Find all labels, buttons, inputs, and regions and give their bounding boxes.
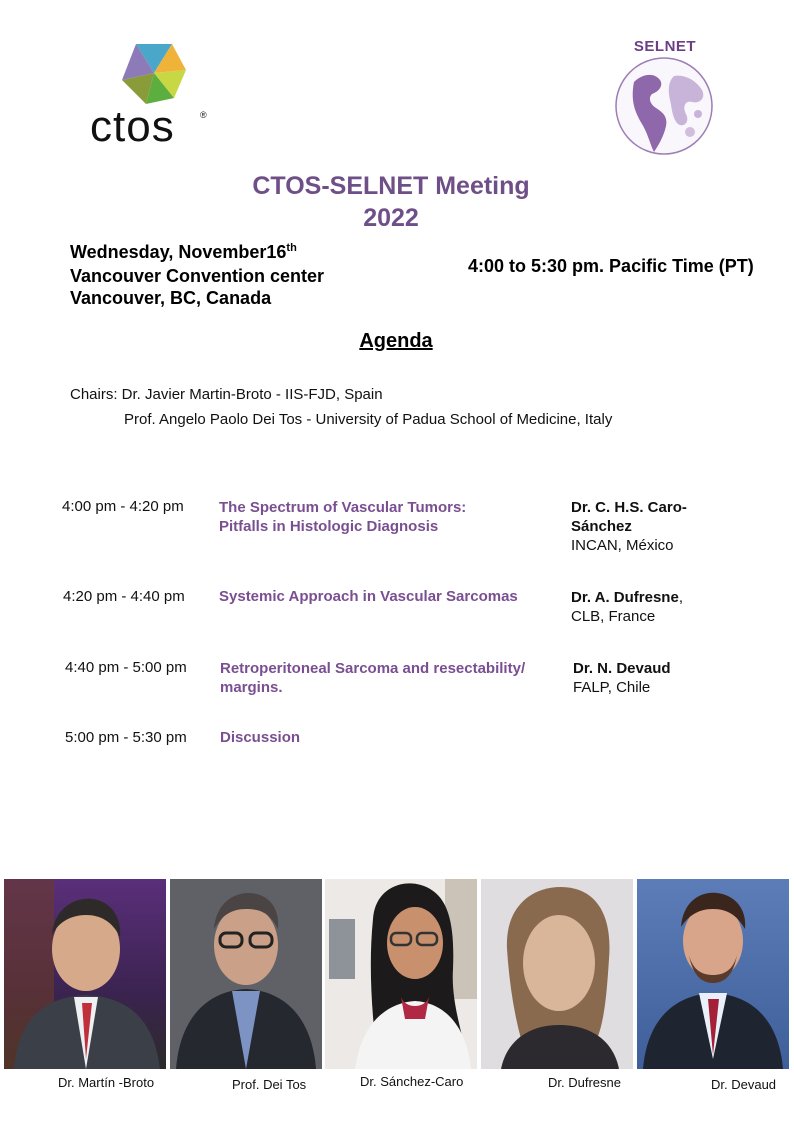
agenda-time-1: 4:00 pm - 4:20 pm [62, 498, 184, 515]
event-city: Vancouver, BC, Canada [70, 288, 272, 308]
agenda-talk-3-line-2: margins. [220, 679, 283, 696]
agenda-talk-1-line-2: Pitfalls in Histologic Diagnosis [219, 518, 439, 535]
speaker-2-suffix: , [678, 589, 683, 606]
caption-sanchez-caro: Dr. Sánchez-Caro [360, 1074, 464, 1089]
agenda-time-4: 5:00 pm - 5:30 pm [65, 729, 187, 746]
chairs-line-2: Prof. Angelo Paolo Dei Tos - University of Padua School of Medicine, Italy [124, 411, 613, 428]
event-time: 4:00 to 5:30 pm. Pacific Time (PT) [468, 256, 754, 276]
caption-dufresne: Dr. Dufresne [548, 1075, 621, 1090]
agenda-talk-1 [219, 498, 466, 536]
agenda-speaker-3 [573, 659, 671, 697]
speaker-3-name: Dr. N. Devaud [573, 660, 671, 677]
portrait-icon [637, 879, 789, 1069]
speaker-2-name: Dr. A. Dufresne [571, 589, 679, 606]
agenda-speaker-2 [571, 588, 683, 626]
ctos-logo [88, 40, 208, 150]
event-date-text: Wednesday, November16 [70, 242, 287, 262]
caption-martin-broto: Dr. Martín -Broto [58, 1075, 155, 1090]
title-line-2: 2022 [363, 204, 419, 232]
ctos-hexagon-icon [118, 40, 190, 106]
caption-devaud: Dr. Devaud [711, 1077, 777, 1092]
registered-mark: ® [200, 110, 207, 120]
selnet-globe-icon [612, 54, 716, 158]
photo-sanchez-caro [325, 879, 477, 1069]
portrait-icon [170, 879, 322, 1069]
portrait-icon [481, 879, 633, 1069]
photo-devaud [637, 879, 789, 1069]
photo-dufresne [481, 879, 633, 1069]
event-date-suffix: th [286, 242, 297, 254]
speaker-1-name-line-2: Sánchez [571, 518, 632, 535]
agenda-talk-4: Discussion [220, 729, 301, 746]
agenda-speaker-1 [571, 498, 687, 555]
agenda-talk-3-line-1: Retroperitoneal Sarcoma and resectability/ [220, 660, 526, 677]
agenda-talk-1-line-1: The Spectrum of Vascular Tumors: [219, 499, 467, 516]
speaker-3-affiliation: FALP, Chile [573, 679, 651, 696]
event-venue: Vancouver Convention center [70, 266, 325, 286]
photo-dei-tos [170, 879, 322, 1069]
speaker-1-name-line-1: Dr. C. H.S. Caro- [571, 499, 687, 516]
event-date [70, 242, 297, 263]
agenda-time-2: 4:20 pm - 4:40 pm [63, 588, 185, 605]
selnet-logo [610, 38, 720, 158]
chairs-line-1: Chairs: Dr. Javier Martin-Broto - IIS-FJD, Spain [70, 386, 383, 403]
agenda-heading: Agenda [359, 330, 433, 352]
portrait-icon [325, 879, 477, 1069]
title-line-1: CTOS-SELNET Meeting [252, 172, 530, 200]
photo-martin-broto [4, 879, 166, 1069]
agenda-time-3: 4:40 pm - 5:00 pm [65, 659, 187, 676]
portrait-icon [4, 879, 166, 1069]
caption-dei-tos: Prof. Dei Tos [232, 1077, 307, 1092]
agenda-talk-3 [220, 659, 525, 697]
ctos-wordmark: ctos [90, 102, 175, 151]
agenda-talk-2: Systemic Approach in Vascular Sarcomas [219, 588, 518, 605]
selnet-wordmark: SELNET [633, 38, 697, 55]
speaker-1-affiliation: INCAN, México [571, 537, 674, 554]
speaker-2-affiliation: CLB, France [571, 608, 656, 625]
